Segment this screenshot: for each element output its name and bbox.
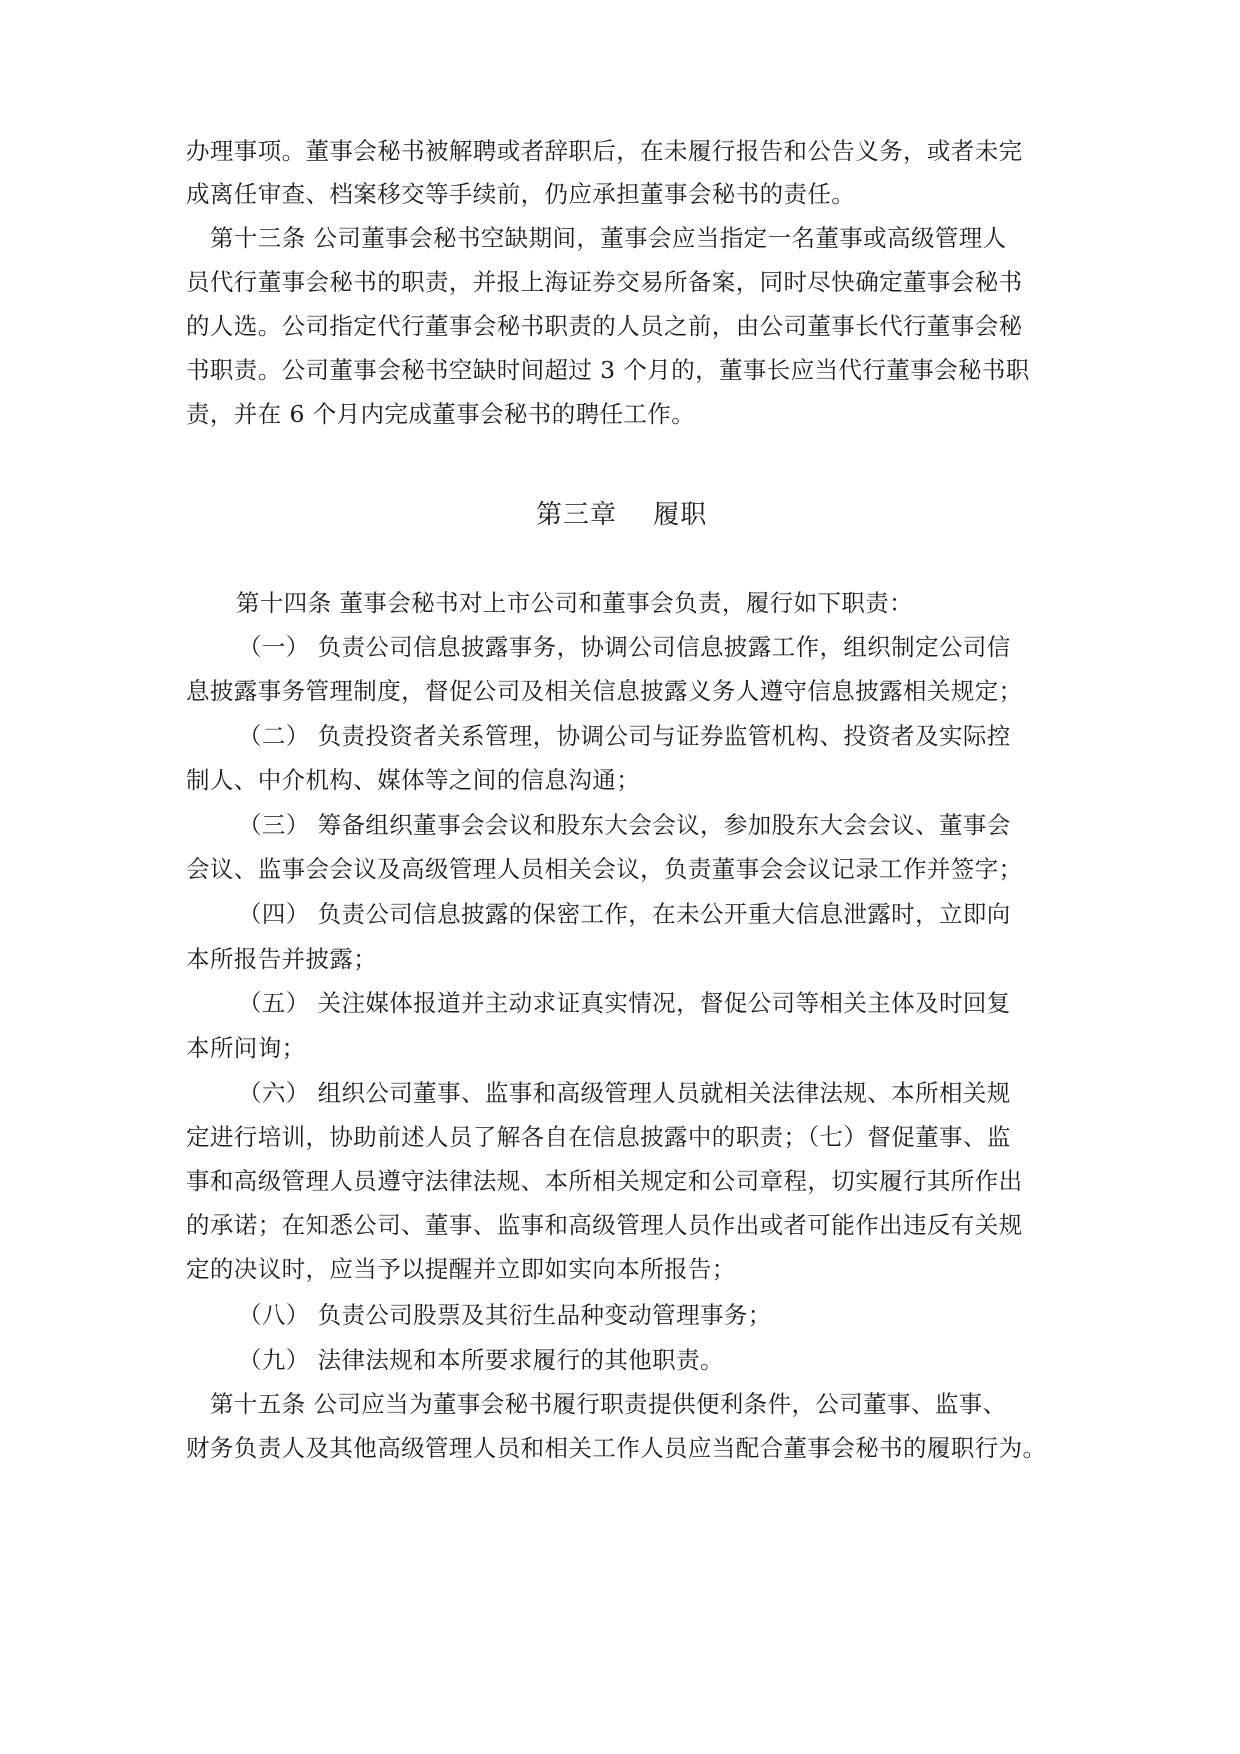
text-line: 本所报告并披露； [186,945,378,973]
text-line: 定进行培训，协助前述人员了解各自在信息披露中的职责；（七）督促董事、监 [186,1123,1011,1151]
text-line: 办理事项。董事会秘书被解聘或者辞职后，在未履行报告和公告义务，或者未完 [186,137,1023,165]
list-item-5: （五） 关注媒体报道并主动求证真实情况，督促公司等相关主体及时回复 [238,989,1011,1017]
text-line: 责，并在 6 个月内完成董事会秘书的聘任工作。 [186,400,696,428]
text-line: 财务负责人及其他高级管理人员和相关工作人员应当配合董事会秘书的履职行为。 [186,1434,1047,1462]
list-item-2: （二） 负责投资者关系管理，协调公司与证券监管机构、投资者及实际控 [238,722,1011,750]
list-item-8: （八） 负责公司股票及其衍生品种变动管理事务； [238,1301,772,1329]
article-13-line: 第十三条 公司董事会秘书空缺期间，董事会应当指定一名董事或高级管理人 [210,224,1007,252]
text-line: 会议、监事会会议及高级管理人员相关会议，负责董事会会议记录工作并签字； [186,855,1023,883]
text-line: 事和高级管理人员遵守法律法规、本所相关规定和公司章程，切实履行其所作出 [186,1167,1023,1195]
text-line: 的人选。公司指定代行董事会秘书职责的人员之前，由公司董事长代行董事会秘 [186,312,1023,340]
text-line: 成离任审查、档案移交等手续前，仍应承担董事会秘书的责任。 [186,180,856,208]
text-line: 定的决议时，应当予以提醒并立即如实向本所报告； [186,1255,736,1283]
text-line: 制人、中介机构、媒体等之间的信息沟通； [186,766,641,794]
list-item-4: （四） 负责公司信息披露的保密工作，在未公开重大信息泄露时，立即向 [238,900,1011,928]
text-line: 本所问询； [186,1034,306,1062]
text-line: 的承诺；在知悉公司、董事、监事和高级管理人员作出或者可能作出违反有关规 [186,1211,1023,1239]
list-item-3: （三） 筹备组织董事会会议和股东大会会议，参加股东大会会议、董事会 [238,811,1011,839]
section-title: 第三章 履职 [536,500,708,530]
article-15-line: 第十五条 公司应当为董事会秘书履行职责提供便利条件，公司董事、监事、 [210,1390,1007,1418]
text-line: 息披露事务管理制度，督促公司及相关信息披露义务人遵守信息披露相关规定； [186,677,1023,705]
list-item-6: （六） 组织公司董事、监事和高级管理人员就相关法律法规、本所相关规 [238,1079,1011,1107]
article-14-line: 第十四条 董事会秘书对上市公司和董事会负责，履行如下职责： [236,589,914,617]
list-item-1: （一） 负责公司信息披露事务，协调公司信息披露工作，组织制定公司信 [238,633,1011,661]
list-item-9: （九） 法律法规和本所要求履行的其他职责。 [238,1346,724,1374]
text-line: 员代行董事会秘书的职责，并报上海证券交易所备案，同时尽快确定董事会秘书 [186,268,1023,296]
text-line: 书职责。公司董事会秘书空缺时间超过 3 个月的，董事长应当代行董事会秘书职 [186,356,1030,384]
